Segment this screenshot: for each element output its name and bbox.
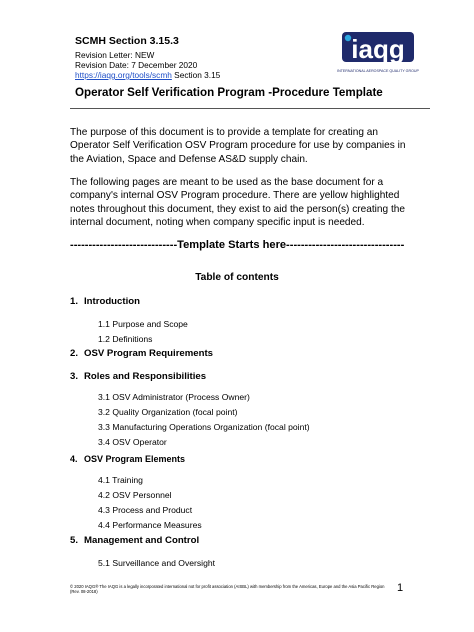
toc-item-4-1[interactable]: 4.1 Training bbox=[98, 475, 143, 485]
footer-copyright: © 2020 IAQG® The IAQG is a legally incorporated international not for profit association (AISBL) with membership from the Americas, Europe and the Asia Pacific Region (Rev. 08-2018) bbox=[70, 584, 385, 595]
toc-section-label: OSV Program Requirements bbox=[84, 348, 214, 359]
scmh-link[interactable]: https://iaqg.org/tools/scmh bbox=[75, 70, 172, 80]
toc-section-label: Roles and Responsibilities bbox=[84, 371, 207, 382]
toc-section-4[interactable] bbox=[70, 454, 185, 464]
iaqg-logo bbox=[336, 30, 420, 78]
toc-section-label: Management and Control bbox=[84, 535, 200, 546]
page-number: 1 bbox=[397, 582, 404, 594]
logo-text: iaqg bbox=[351, 34, 405, 64]
intro-paragraph-1: The purpose of this document is to provide a template for creating an Operator Self Verification OSV Program procedure for use by companies in the Aviation, Space and Defense AS&D supply chain. bbox=[70, 127, 406, 165]
title-divider bbox=[70, 108, 430, 109]
toc-section-number: 5. bbox=[70, 535, 79, 546]
intro-paragraph-2: The following pages are meant to be used as the base document for a company's internal OSV Program procedure. There are yellow highlighted notes throughout this document, they exist to aid the person(s) creating the internal document, noting when company specific input is needed. bbox=[70, 177, 405, 229]
toc-item-5-1[interactable]: 5.1 Surveillance and Oversight bbox=[98, 558, 216, 568]
toc-section-number: 2. bbox=[70, 348, 79, 359]
toc-section-number: 3. bbox=[70, 371, 79, 382]
toc-section-2[interactable] bbox=[70, 348, 213, 359]
document-title: Operator Self Verification Program -Procedure Template bbox=[75, 86, 383, 99]
toc-item-4-3[interactable]: 4.3 Process and Product bbox=[98, 505, 193, 515]
toc-item-4-4[interactable]: 4.4 Performance Measures bbox=[98, 520, 202, 530]
toc-item-3-4[interactable]: 3.4 OSV Operator bbox=[98, 437, 167, 447]
revision-letter: Revision Letter: NEW bbox=[75, 50, 155, 60]
toc-section-number: 1. bbox=[70, 296, 79, 307]
reference-suffix: Section 3.15 bbox=[171, 70, 221, 80]
toc-item-3-2[interactable]: 3.2 Quality Organization (focal point) bbox=[98, 407, 238, 417]
toc-item-3-3[interactable]: 3.3 Manufacturing Operations Organization (focal point) bbox=[98, 422, 310, 432]
toc-section-1[interactable] bbox=[70, 296, 140, 307]
reference-line bbox=[75, 70, 220, 80]
revision-date: Revision Date: 7 December 2020 bbox=[75, 60, 198, 70]
toc-title: Table of contents bbox=[195, 272, 279, 283]
toc-section-5[interactable] bbox=[70, 535, 199, 546]
section-heading: SCMH Section 3.15.3 bbox=[75, 35, 179, 47]
template-starts-banner: -----------------------------Template Starts here-------------------------------- bbox=[70, 239, 405, 251]
toc-item-3-1[interactable]: 3.1 OSV Administrator (Process Owner) bbox=[98, 392, 250, 402]
toc-item-1-2[interactable]: 1.2 Definitions bbox=[98, 334, 153, 344]
toc-item-1-1[interactable]: 1.1 Purpose and Scope bbox=[98, 319, 188, 329]
toc-section-number: 4. bbox=[70, 454, 78, 464]
toc-section-label: OSV Program Elements bbox=[84, 454, 186, 464]
logo-tagline: INTERNATIONAL AEROSPACE QUALITY GROUP bbox=[337, 69, 419, 73]
toc-section-label: Introduction bbox=[84, 296, 140, 307]
toc-section-3[interactable] bbox=[70, 371, 206, 382]
toc-item-4-2[interactable]: 4.2 OSV Personnel bbox=[98, 490, 172, 500]
